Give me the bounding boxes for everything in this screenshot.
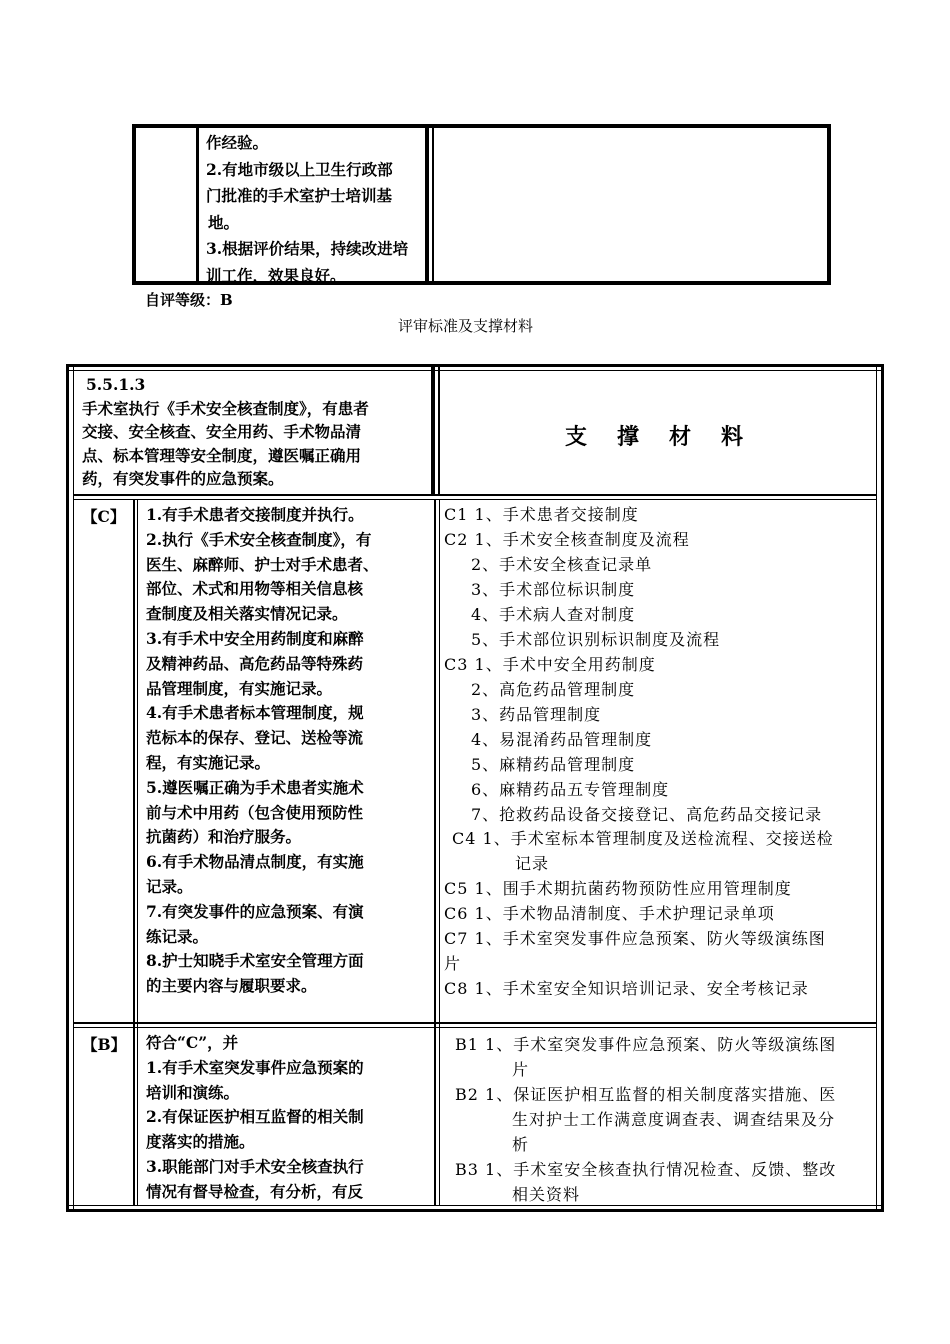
requirement-line: 1.有手术患者交接制度并执行。: [146, 505, 364, 524]
requirement-line: 2.有保证医护相互监督的相关制: [146, 1107, 364, 1127]
requirement-line: 及精神药品、高危药品等特殊药: [146, 653, 364, 673]
standard-description: [82, 373, 432, 491]
material-item: C4 1、手术室标本管理制度及送检流程、交接送检: [452, 829, 834, 848]
material-item: 相关资料: [512, 1185, 581, 1204]
text-line: 3.根据评价结果，持续改进培: [206, 239, 409, 258]
requirement-line: 部位、术式和用物等相关信息核: [146, 579, 364, 599]
requirement-line: 培训和演练。: [146, 1082, 240, 1102]
material-item: 生对护士工作满意度调查表、调查结果及分: [512, 1110, 836, 1129]
column-divider: [434, 500, 436, 1205]
column-divider: [432, 128, 434, 281]
material-item: 3、药品管理制度: [471, 705, 602, 724]
requirement-line: 程，有实施记录。: [146, 752, 271, 772]
grade-c-requirements: [146, 503, 431, 999]
requirement-line: 4.有手术患者标本管理制度，规: [146, 703, 364, 723]
requirement-line: 6.有手术物品清点制度，有实施: [146, 852, 364, 872]
material-item: 片: [444, 954, 462, 973]
requirement-line: 2.执行《手术安全核查制度》，有: [146, 529, 372, 549]
column-divider: [438, 366, 440, 496]
material-item: B3 1、手术室安全核查执行情况检查、反馈、整改: [455, 1160, 837, 1179]
material-item: C2 1、手术安全核查制度及流程: [444, 530, 690, 549]
requirement-line: 符合“C”，并: [146, 1033, 239, 1052]
requirement-line: 记录。: [146, 876, 193, 896]
material-item: 6、麻精药品五专管理制度: [471, 780, 670, 799]
requirement-line: 8.护士知晓手术室安全管理方面: [146, 951, 364, 971]
column-divider: [196, 128, 199, 281]
table-border: [73, 364, 74, 1212]
grade-b-requirements: [146, 1031, 431, 1205]
material-item: B2 1、保证医护相互监督的相关制度落实措施、医: [455, 1085, 837, 1104]
material-item: 7、抢救药品设备交接登记、高危药品交接记录: [471, 805, 823, 824]
text-line: 地。: [208, 212, 240, 232]
column-divider: [439, 500, 440, 1205]
material-item: C1 1、手术患者交接制度: [444, 505, 639, 524]
text-line: 门批准的手术室护士培训基: [206, 186, 393, 205]
requirement-line: 范标本的保存、登记、送检等流: [146, 728, 364, 748]
material-item: C8 1、手术室安全知识培训记录、安全考核记录: [444, 979, 809, 998]
material-item: C5 1、围手术期抗菌药物预防性应用管理制度: [444, 879, 792, 898]
requirement-line: 的主要内容与履职要求。: [146, 976, 317, 996]
requirement-line: 3.职能部门对手术安全核查执行: [146, 1156, 364, 1176]
material-item: 片: [512, 1060, 530, 1079]
row-divider: [73, 1027, 877, 1028]
material-item: C6 1、手术物品清制度、手术护理记录单项: [444, 904, 775, 923]
material-item: 3、手术部位标识制度: [471, 580, 636, 599]
material-item: 2、高危药品管理制度: [471, 680, 636, 699]
material-item: C3 1、手术中安全用药制度: [444, 655, 656, 674]
text-line: 2.有地市级以上卫生行政部: [206, 159, 393, 179]
text-line: 交接、安全核查、安全用药、手术物品清: [82, 422, 362, 441]
material-item: 5、麻精药品管理制度: [471, 755, 636, 774]
standard-code: 5.5.1.3: [86, 375, 146, 394]
self-rating: 自评等级：B: [145, 291, 233, 309]
column-divider: [137, 500, 138, 1205]
material-item: 4、易混淆药品管理制度: [471, 730, 653, 749]
row-divider: [73, 499, 877, 500]
material-item: 2、手术安全核查记录单: [471, 555, 653, 574]
support-materials-header: 支撑材料: [565, 424, 774, 450]
requirement-line: 情况有督导检查，有分析，有反: [146, 1181, 364, 1201]
page-caption: 评审标准及支撑材料: [398, 317, 534, 335]
table-border: [66, 1205, 884, 1206]
requirement-line: 7.有突发事件的应急预案、有演: [146, 901, 364, 921]
requirement-line: 5.遵医嘱正确为手术患者实施术: [146, 777, 364, 797]
requirement-line: 前与术中用药（包含使用预防性: [146, 802, 364, 822]
text-line: 药，有突发事件的应急预案。: [82, 469, 284, 488]
requirement-line: 抗菌药）和治疗服务。: [146, 827, 302, 847]
material-item: 析: [512, 1135, 530, 1154]
requirement-line: 3.有手术中安全用药制度和麻醉: [146, 628, 364, 648]
material-item: 记录: [515, 854, 550, 873]
requirement-line: 医生、麻醉师、护士对手术患者、: [146, 554, 379, 574]
requirement-line: 度落实的措施。: [146, 1132, 255, 1152]
grade-b-label: 【B】: [82, 1035, 127, 1054]
text-line: 手术室执行《手术安全核查制度》，有患者: [82, 398, 369, 418]
grade-c-label: 【C】: [82, 507, 126, 526]
row-divider: [73, 494, 877, 496]
requirement-line: 1.有手术室突发事件应急预案的: [146, 1057, 364, 1077]
table-border: [66, 370, 884, 371]
continuation-text: [206, 130, 426, 289]
column-divider: [133, 500, 135, 1205]
requirement-line: 练记录。: [146, 926, 209, 946]
material-item: C7 1、手术室突发事件应急预案、防火等级演练图: [444, 929, 826, 948]
requirement-line: 查制度及相关落实情况记录。: [146, 604, 348, 624]
text-line: 训工作，效果良好。: [206, 265, 346, 285]
requirement-line: 品管理制度，有实施记录。: [146, 678, 333, 698]
material-item: 4、手术病人查对制度: [471, 605, 636, 624]
material-item: B1 1、手术室突发事件应急预案、防火等级演练图: [455, 1035, 837, 1054]
row-divider: [73, 1022, 877, 1024]
table-border: [876, 364, 877, 1212]
material-item: 5、手术部位识别标识制度及流程: [471, 630, 721, 649]
text-line: 点、标本管理等安全制度，遵医嘱正确用: [82, 445, 362, 465]
text-line: 作经验。: [206, 133, 269, 152]
